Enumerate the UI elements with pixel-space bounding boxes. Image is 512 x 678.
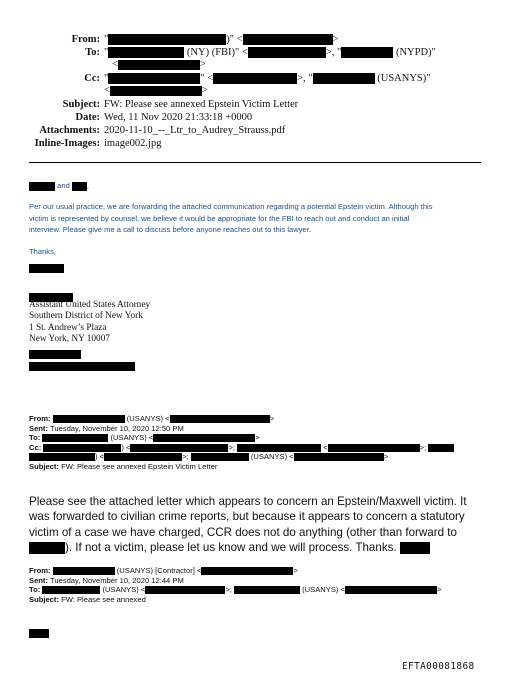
- greeting: and ,: [29, 180, 89, 192]
- signature-block: Assistant United States Attorney Southern District of New York 1 St. Andrew’s Plaza New York, NY 10007: [29, 300, 151, 345]
- thanks: Thanks,: [29, 247, 57, 256]
- forward1-body: Please see the attached letter which appears to concern an Epstein/Maxwell victim. It was forwarded to civilian crime reports, but because it appears to concern a statutory victim of a case we have charged, CCR does not do anything (other than forward to ). If not a victim, please let us know and we will process. Thanks.: [29, 495, 467, 555]
- redaction: [43, 444, 121, 452]
- header-subject-row: [0, 98, 512, 111]
- inline-image-link[interactable]: image002.jpg: [104, 138, 162, 149]
- redaction: [53, 415, 125, 423]
- redaction: [234, 586, 300, 594]
- redaction: [118, 60, 200, 70]
- forward2-header: From: (USANYS) [Contractor] < > Sent: Tuesday, November 10, 2020 12:44 PM To: (USANYS) < >; (USANYS) < > Subject: FW: Please see annexed: [29, 566, 442, 604]
- redaction: [170, 415, 270, 423]
- redaction: [400, 542, 430, 554]
- header-attachments-row: [0, 124, 512, 137]
- redaction: [42, 586, 100, 594]
- redaction: [201, 567, 293, 575]
- header-date-row: [0, 111, 512, 124]
- redaction: [191, 453, 249, 461]
- header-divider: [29, 162, 481, 163]
- redaction: [29, 453, 95, 461]
- redaction: [153, 434, 255, 442]
- redaction: [145, 586, 225, 594]
- header-cc-label: Cc:: [84, 73, 100, 84]
- redaction: [29, 182, 55, 191]
- attachment-link[interactable]: 2020-11-10_--_Ltr_to_Audrey_Strauss.pdf: [104, 125, 286, 136]
- redaction: [72, 182, 87, 191]
- redaction: [313, 73, 375, 84]
- header-date-value: Wed, 11 Nov 2020 21:33:18 +0000: [104, 112, 253, 123]
- header-to-row: To: " (NY) (FBI)" < >, " (NYPD)": [0, 46, 512, 59]
- header-from-row: From: " )" < >: [0, 33, 512, 46]
- redaction: [108, 47, 184, 58]
- header-inline-label: Inline-Images:: [34, 138, 100, 149]
- header-cc-row: Cc: " " < >, " (USANYS)": [0, 72, 512, 85]
- redaction: [53, 567, 115, 575]
- redaction: [42, 434, 108, 442]
- redaction: [243, 34, 333, 45]
- redaction: [29, 362, 135, 371]
- redaction: [248, 47, 326, 58]
- redaction: [108, 73, 200, 84]
- redaction: [294, 453, 384, 461]
- redaction: [213, 73, 297, 84]
- header-subject-label: Subject:: [62, 99, 100, 110]
- redaction: [29, 629, 49, 638]
- redaction: [237, 444, 321, 452]
- redaction: [341, 47, 393, 58]
- redaction: [328, 444, 420, 452]
- redaction: [428, 444, 454, 452]
- bates-number: EFTA00081868: [402, 661, 475, 672]
- redaction: [29, 264, 64, 273]
- header-attachments-label: Attachments:: [39, 125, 100, 136]
- header-to-label: To:: [85, 47, 100, 58]
- header-inline-row: [0, 137, 512, 150]
- header-from-label: From:: [71, 34, 100, 45]
- redaction: [110, 86, 202, 96]
- header-date-label: Date:: [75, 112, 100, 123]
- message1-body: Per our usual practice, we are forwarding the attached communication regarding a potential Epstein victim. Although this victim is represented by counsel, we believe it would be appropriate for the FBI to reach out and conduct an initial interview. Please give me a call to discuss before anyone reaches out to this lawyer.: [29, 202, 433, 234]
- redaction: [130, 444, 228, 452]
- redaction: [104, 453, 182, 461]
- redaction: [108, 34, 226, 45]
- forward1-header: From: (USANYS) < > Sent: Tuesday, November 10, 2020 12:50 PM To: (USANYS) < > Cc: ) < >; < >; ) < >; (USANYS) < > Subject: FW: Please see annexed Epstein Victim Letter: [29, 414, 454, 472]
- redaction: [29, 542, 65, 554]
- header-subject-value: FW: Please see annexed Epstein Victim Letter: [104, 99, 299, 110]
- redaction: [345, 586, 437, 594]
